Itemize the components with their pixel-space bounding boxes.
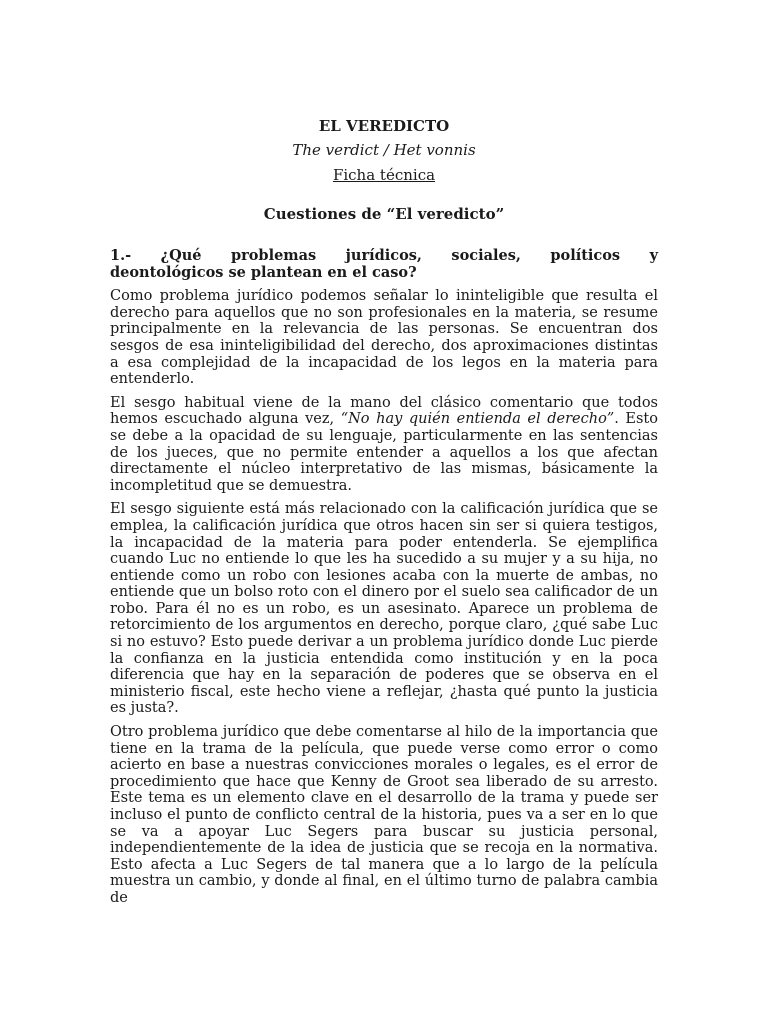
question-line-2: deontológicos se plantean en el caso? bbox=[110, 263, 417, 281]
section-title: Cuestiones de “El veredicto” bbox=[263, 205, 505, 223]
tech-sheet-label: Ficha técnica bbox=[332, 166, 436, 184]
document-subtitle: The verdict / Het vonnis bbox=[292, 141, 476, 159]
tech-sheet-link[interactable] bbox=[110, 165, 658, 187]
paragraph-2-text-b: . Esto se debe a la opacidad de su lenguaje, particularmente en las sentencias de los jueces, que no permite entender a aquellos a los que afectan directamente el núcleo interpretativo de las mismas, básicamente la incompletitud que se demuestra. bbox=[110, 411, 658, 494]
paragraph-2 bbox=[110, 395, 658, 495]
paragraph-1: Como problema jurídico podemos señalar lo ininteligible que resulta el derecho para aquellos que no son profesionales en la materia, se resume principalmente en la relevancia de las personas. Se encuentran dos sesgos de esa ininteligibilidad del derecho, dos aproximaciones distintas a esa complejidad de la incapacidad de los legos en la materia para entenderlo. bbox=[110, 288, 658, 388]
paragraph-4: Otro problema jurídico que debe comentarse al hilo de la importancia que tiene en la trama de la película, que puede verse como error o como acierto en base a nuestras convicciones morales o legales, es el error de procedimiento que hace que Kenny de Groot sea liberado de su arresto. Este tema es un elemento clave en el desarrollo de la trama y puede ser incluso el punto de conflicto central de la historia, pues va a ser en lo que se va a apoyar Luc Segers para buscar su justicia personal, independientemente de la idea de justicia que se recoja en la normativa. Esto afecta a Luc Segers de tal manera que a lo largo de la película muestra un cambio, y donde al final, en el último turno de palabra cambia de bbox=[110, 724, 658, 906]
paragraph-2-text-a: El sesgo habitual viene de la mano del clásico comentario que todos hemos escuchado alguna vez, bbox=[110, 394, 658, 428]
paragraph-2-quote: “No hay quién entienda el derecho” bbox=[340, 411, 615, 428]
question-heading bbox=[110, 248, 658, 281]
paragraph-3: El sesgo siguiente está más relacionado con la calificación jurídica que se emplea, la calificación jurídica que otros hacen sin ser si quiera testigos, la incapacidad de la materia para poder entenderla. Se ejemplifica cuando Luc no entiende lo que les ha sucedido a su mujer y a su hija, no entiende como un robo con lesiones acaba con la muerte de ambas, no entiende que un bolso roto con el dinero por el suelo sea calificador de un robo. Para él no es un robo, es un asesinato. Aparece un problema de retorcimiento de los argumentos en derecho, porque claro, ¿qué sabe Luc si no estuvo? Esto puede derivar a un problema jurídico donde Luc pierde la confianza en la justicia entendida como institución y en la poca diferencia que hay en la separación de poderes que se observa en el ministerio fiscal, este hecho viene a reflejar, ¿hasta qué punto la justicia es justa?. bbox=[110, 501, 658, 717]
document-page bbox=[110, 116, 658, 907]
document-title: EL VEREDICTO bbox=[318, 117, 450, 135]
question-line-1: 1.- ¿Qué problemas jurídicos, sociales, políticos y bbox=[110, 247, 658, 264]
